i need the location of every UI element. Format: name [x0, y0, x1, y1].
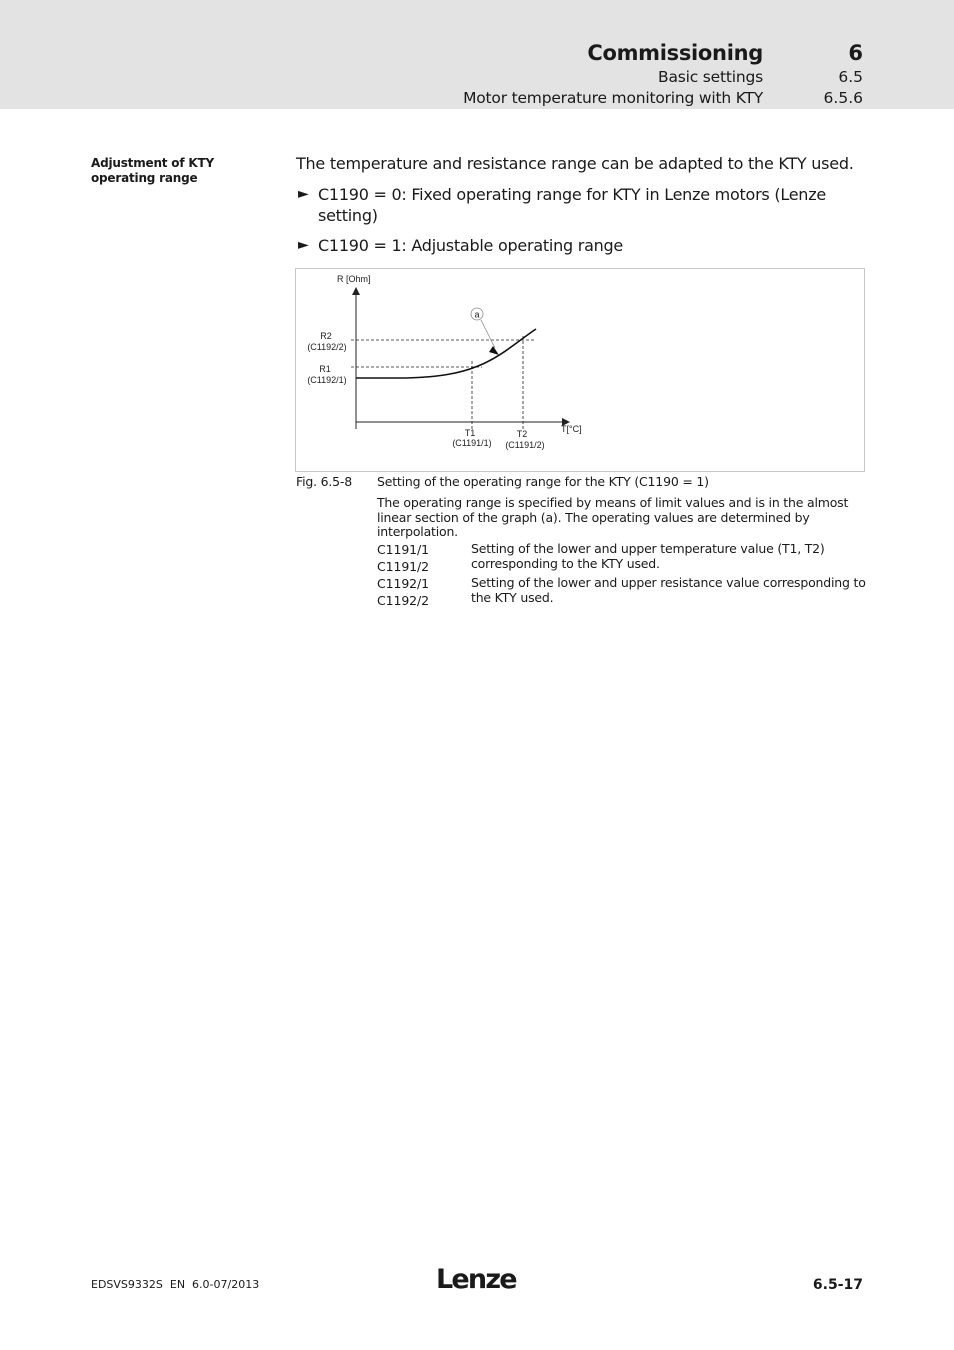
- kty-curve: [356, 329, 536, 378]
- lenze-logo: Lenze: [436, 1264, 516, 1295]
- document-id: EDSVS9332S EN 6.0-07/2013: [91, 1278, 260, 1291]
- parameter-code: C1191/1: [377, 542, 430, 557]
- parameter-code: C1192/2: [377, 593, 430, 608]
- callout-leader: [481, 320, 495, 348]
- r1-code: (C1192/1): [307, 375, 347, 385]
- t1-code: (C1191/1): [452, 438, 492, 448]
- subsection-number: 6.5.6: [823, 89, 863, 107]
- intro-text: The temperature and resistance range can be adapted to the KTY used.: [296, 154, 854, 173]
- parameter-description: Setting of the lower and upper resistance value corresponding to the KTY used.: [471, 575, 866, 605]
- bullet-text: C1190 = 0: Fixed operating range for KTY in Lenze motors (Lenze setting): [318, 185, 826, 225]
- y-axis-label: R [Ohm]: [337, 274, 371, 284]
- t2-label: T2: [516, 429, 528, 439]
- parameter-description: Setting of the lower and upper temperature value (T1, T2) corresponding to the KTY used.: [471, 541, 825, 571]
- x-axis-label: T[°C]: [561, 424, 582, 434]
- side-heading: Adjustment of KTY operating range: [91, 156, 214, 185]
- chapter-title: Commissioning: [587, 41, 763, 65]
- t1-label: T1: [464, 428, 476, 438]
- bullet-item: [296, 184, 836, 226]
- r1-label: R1: [319, 364, 331, 374]
- figure-caption: Setting of the operating range for the KTY (C1190 = 1): [377, 474, 709, 489]
- bullet-text: C1190 = 1: Adjustable operating range: [318, 236, 624, 255]
- chapter-number: 6: [848, 41, 863, 65]
- bullet-arrow-icon: ►: [298, 186, 309, 202]
- page-number: 6.5-17: [812, 1277, 863, 1293]
- r2-code: (C1192/2): [307, 342, 347, 352]
- section-number: 6.5: [838, 68, 863, 86]
- parameter-code: C1192/1: [377, 576, 430, 591]
- t2-code: (C1191/2): [505, 440, 545, 450]
- section-title: Basic settings: [658, 68, 763, 86]
- subsection-title: Motor temperature monitoring with KTY: [463, 89, 763, 107]
- callout-label: a: [474, 309, 480, 320]
- r2-label: R2: [320, 331, 332, 341]
- callout-arrow-icon: [489, 346, 499, 355]
- bullet-item: [296, 235, 836, 256]
- bullet-arrow-icon: ►: [298, 237, 309, 253]
- page-header: [0, 0, 954, 109]
- kty-graph: [296, 269, 864, 471]
- figure-description: The operating range is specified by means of limit values and is in the almost linear section of the graph (a). The operating values are determined by interpolation.: [377, 495, 849, 539]
- figure-label: Fig. 6.5-8: [296, 474, 352, 489]
- kty-operating-range-figure: [295, 268, 865, 472]
- parameter-code: C1191/2: [377, 559, 430, 574]
